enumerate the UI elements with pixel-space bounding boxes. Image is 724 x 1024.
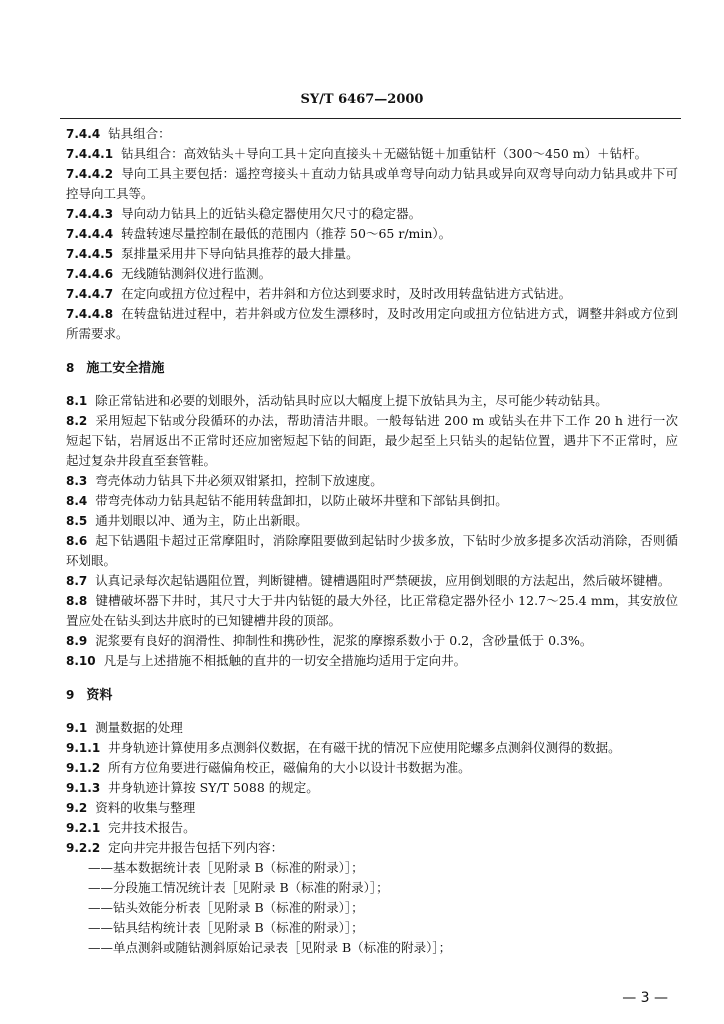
clause-9-1-1: 9.1.1 井身轨迹计算使用多点测斜仪数据，在有磁干扰的情况下应使用陀螺多点测斜仪测得的数据。 bbox=[66, 740, 621, 755]
clause-8-5: 8.5 通井划眼以冲、通为主，防止出新眼。 bbox=[66, 513, 308, 528]
clause-9-1-3: 9.1.3 井身轨迹计算按 SY/T 5088 的规定。 bbox=[66, 780, 319, 795]
section-9-heading: 9 资料 bbox=[66, 688, 113, 703]
page-body bbox=[66, 124, 678, 958]
list-item: ——分段施工情况统计表［见附录 B（标准的附录）］； bbox=[88, 880, 389, 895]
clause-9-1: 9.1 测量数据的处理 bbox=[66, 720, 183, 735]
section-8-heading: 8 施工安全措施 bbox=[66, 361, 165, 376]
list-item: ——钻头效能分析表［见附录 B（标准的附录）］； bbox=[88, 900, 364, 915]
clause-7-4-4-5: 7.4.4.5 泵排量采用井下导向钻具推荐的最大排量。 bbox=[66, 246, 359, 261]
clause-8-9: 8.9 泥浆要有良好的润滑性、抑制性和携砂性，泥浆的摩擦系数小于 0.2，含砂量低于 0.3%。 bbox=[66, 633, 593, 648]
clause-7-4-4-8: 7.4.4.8 在转盘钻进过程中，若井斜或方位发生漂移时，及时改用定向或扭方位钻进方式，调整井斜或方位到所需要求。 bbox=[66, 306, 678, 341]
page-header-standard-number: SY/T 6467—2000 bbox=[300, 92, 424, 107]
clause-7-4-4-2: 7.4.4.2 导向工具主要包括：遥控弯接头＋直动力钻具或单弯导向动力钻具或异向双弯导向动力钻具或井下可控导向工具等。 bbox=[66, 166, 678, 201]
header-divider bbox=[60, 118, 681, 119]
clause-9-2: 9.2 资料的收集与整理 bbox=[66, 800, 196, 815]
clause-7-4-4-7: 7.4.4.7 在定向或扭方位过程中，若井斜和方位达到要求时，及时改用转盘钻进方式钻进。 bbox=[66, 286, 572, 301]
clause-9-1-2: 9.1.2 所有方位角要进行磁偏角校正，磁偏角的大小以设计书数据为准。 bbox=[66, 760, 471, 775]
clause-8-4: 8.4 带弯壳体动力钻具起钻不能用转盘卸扣，以防止破坏井壁和下部钻具倒扣。 bbox=[66, 493, 508, 508]
clause-9-2-1: 9.2.1 完井技术报告。 bbox=[66, 820, 196, 835]
clause-8-10: 8.10 凡是与上述措施不相抵触的直井的一切安全措施均适用于定向井。 bbox=[66, 653, 467, 668]
clause-8-3: 8.3 弯壳体动力钻具下井必须双钳紧扣，控制下放速度。 bbox=[66, 473, 383, 488]
clause-7-4-4-3: 7.4.4.3 导向动力钻具上的近钻头稳定器使用欠尺寸的稳定器。 bbox=[66, 206, 422, 221]
clause-7-4-4-4: 7.4.4.4 转盘转速尽量控制在最低的范围内（推荐 50～65 r/min）。 bbox=[66, 226, 452, 241]
clause-7-4-4: 7.4.4 钻具组合： bbox=[66, 126, 171, 141]
list-item: ——钻具结构统计表［见附录 B（标准的附录）］； bbox=[88, 920, 364, 935]
page-number: — 3 — bbox=[622, 990, 668, 1006]
list-item: ——单点测斜或随钻测斜原始记录表［见附录 B（标准的附录）］； bbox=[88, 940, 452, 955]
clause-7-4-4-6: 7.4.4.6 无线随钻测斜仪进行监测。 bbox=[66, 266, 272, 281]
clause-8-7: 8.7 认真记录每次起钻遇阻位置，判断键槽。键槽遇阻时严禁硬拔，应用倒划眼的方法起出，然后破坏键槽。 bbox=[66, 573, 671, 588]
clause-8-8: 8.8 键槽破坏器下井时，其尺寸大于井内钻铤的最大外径，比正常稳定器外径小 12.7～25.4 mm，其安放位置应处在钻头到达井底时的已知键槽井段的顶部。 bbox=[66, 593, 678, 628]
clause-8-2: 8.2 采用短起下钻或分段循环的办法，帮助清洁井眼。一般每钻进 200 m 或钻头在井下工作 20 h 进行一次短起下钻，岩屑返出不正常时还应加密短起下钻的间距，最少起至上只钻头的起钻位置，遇井下不正常时，应起过复杂井段直至套管鞋。 bbox=[66, 413, 678, 468]
clause-9-2-2: 9.2.2 定向井完井报告包括下列内容： bbox=[66, 840, 284, 855]
list-item: ——基本数据统计表［见附录 B（标准的附录）］； bbox=[88, 860, 364, 875]
clause-8-6: 8.6 起下钻遇阻卡超过正常摩阻时，消除摩阻要做到起钻时少拔多放，下钻时少放多提多次活动消除，否则循环划眼。 bbox=[66, 533, 678, 568]
clause-7-4-4-1: 7.4.4.1 钻具组合：高效钻头＋导向工具＋定向直接头＋无磁钻铤＋加重钻杆（300～450 m）＋钻杆。 bbox=[66, 146, 648, 161]
clause-8-1: 8.1 除正常钻进和必要的划眼外，活动钻具时应以大幅度上提下放钻具为主，尽可能少转动钻具。 bbox=[66, 393, 608, 408]
